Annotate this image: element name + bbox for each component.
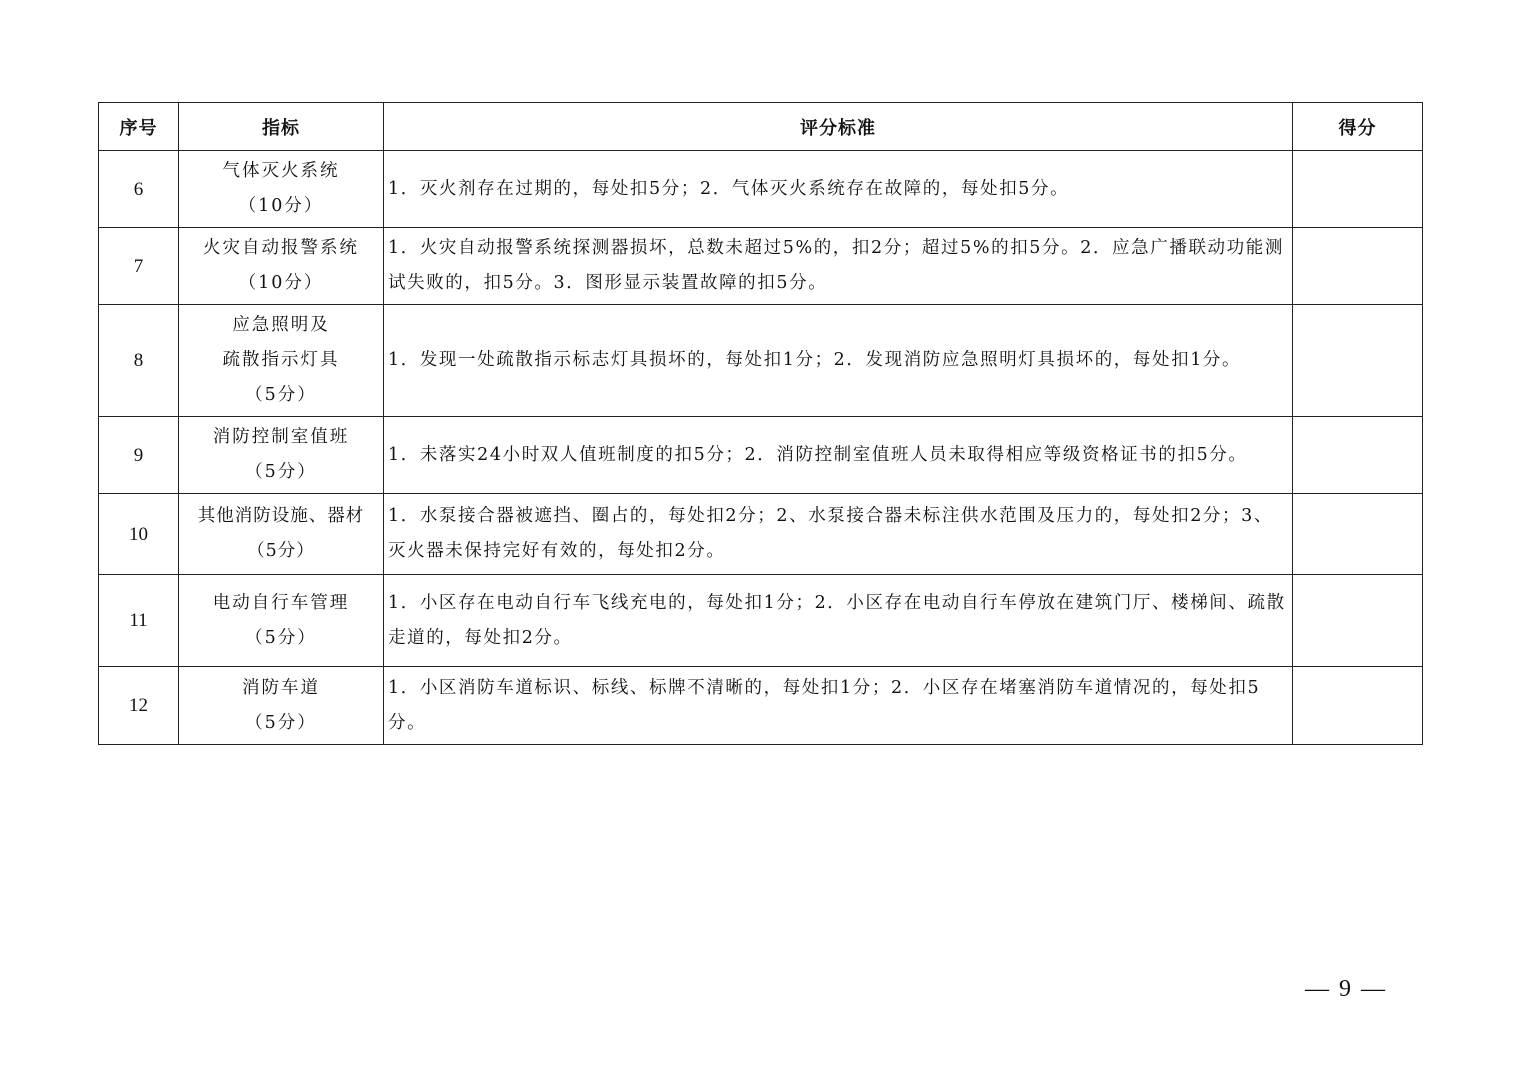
row-indicator <box>179 575 384 667</box>
table-row <box>99 151 1423 228</box>
table-row <box>99 494 1423 575</box>
row-score <box>1293 417 1423 494</box>
table-row <box>99 575 1423 667</box>
row-indicator <box>179 151 384 228</box>
indicator-points: （5分） <box>245 627 317 648</box>
row-score <box>1293 575 1423 667</box>
indicator-name: 其他消防设施、器材 <box>197 506 365 526</box>
indicator-name: 消防控制室值班 <box>212 427 350 447</box>
indicator-points: （5分） <box>247 541 315 561</box>
row-score <box>1293 151 1423 228</box>
row-number: 9 <box>99 417 179 494</box>
indicator-points: （5分） <box>245 385 317 405</box>
row-criteria: 1．火灾自动报警系统探测器损坏，总数未超过5%的，扣2分；超过5%的扣5分。2．应急广播联动功能测试失败的，扣5分。3．图形显示装置故障的扣5分。 <box>384 228 1293 305</box>
indicator-points: （10分） <box>238 273 324 293</box>
header-indicator: 指标 <box>179 103 384 151</box>
row-indicator <box>179 228 384 305</box>
row-criteria: 1．灭火剂存在过期的，每处扣5分；2．气体灭火系统存在故障的，每处扣5分。 <box>384 151 1293 228</box>
indicator-name: 气体灭火系统 <box>222 161 340 181</box>
row-criteria: 1．水泵接合器被遮挡、圈占的，每处扣2分；2、水泵接合器未标注供水范围及压力的，每处扣2分；3、灭火器未保持完好有效的，每处扣2分。 <box>384 494 1293 575</box>
table-row <box>99 417 1423 494</box>
indicator-name: 应急照明及 <box>232 315 330 335</box>
row-score <box>1293 667 1423 745</box>
row-criteria: 1．小区存在电动自行车飞线充电的，每处扣1分；2．小区存在电动自行车停放在建筑门厅、楼梯间、疏散走道的，每处扣2分。 <box>384 575 1293 667</box>
table-row <box>99 667 1423 745</box>
indicator-points: （5分） <box>245 462 317 482</box>
row-criteria: 1．发现一处疏散指示标志灯具损坏的，每处扣1分；2．发现消防应急照明灯具损坏的，每处扣1分。 <box>384 305 1293 417</box>
row-score <box>1293 494 1423 575</box>
row-indicator <box>179 417 384 494</box>
indicator-points: （10分） <box>238 196 324 216</box>
row-criteria: 1．未落实24小时双人值班制度的扣5分；2．消防控制室值班人员未取得相应等级资格证书的扣5分。 <box>384 417 1293 494</box>
row-criteria: 1．小区消防车道标识、标线、标牌不清晰的，每处扣1分；2．小区存在堵塞消防车道情况的，每处扣5分。 <box>384 667 1293 745</box>
row-number: 6 <box>99 151 179 228</box>
indicator-name: 电动自行车管理 <box>212 592 350 613</box>
row-score <box>1293 228 1423 305</box>
indicator-points: （5分） <box>245 712 317 733</box>
table-header-row <box>99 103 1423 151</box>
row-number: 12 <box>99 667 179 745</box>
row-number: 8 <box>99 305 179 417</box>
header-score: 得分 <box>1293 103 1423 151</box>
header-no: 序号 <box>99 103 179 151</box>
header-criteria: 评分标准 <box>384 103 1293 151</box>
row-number: 7 <box>99 228 179 305</box>
indicator-name: 火灾自动报警系统 <box>203 238 359 258</box>
row-score <box>1293 305 1423 417</box>
indicator-name: 消防车道 <box>242 677 320 698</box>
table-row <box>99 228 1423 305</box>
row-number: 10 <box>99 494 179 575</box>
row-indicator <box>179 494 384 575</box>
table-row <box>99 305 1423 417</box>
row-number: 11 <box>99 575 179 667</box>
row-indicator <box>179 305 384 417</box>
scoring-table <box>98 102 1423 745</box>
row-indicator <box>179 667 384 745</box>
indicator-name-line2: 疏散指示灯具 <box>222 350 340 370</box>
page-number: — 9 — <box>1305 976 1387 1002</box>
